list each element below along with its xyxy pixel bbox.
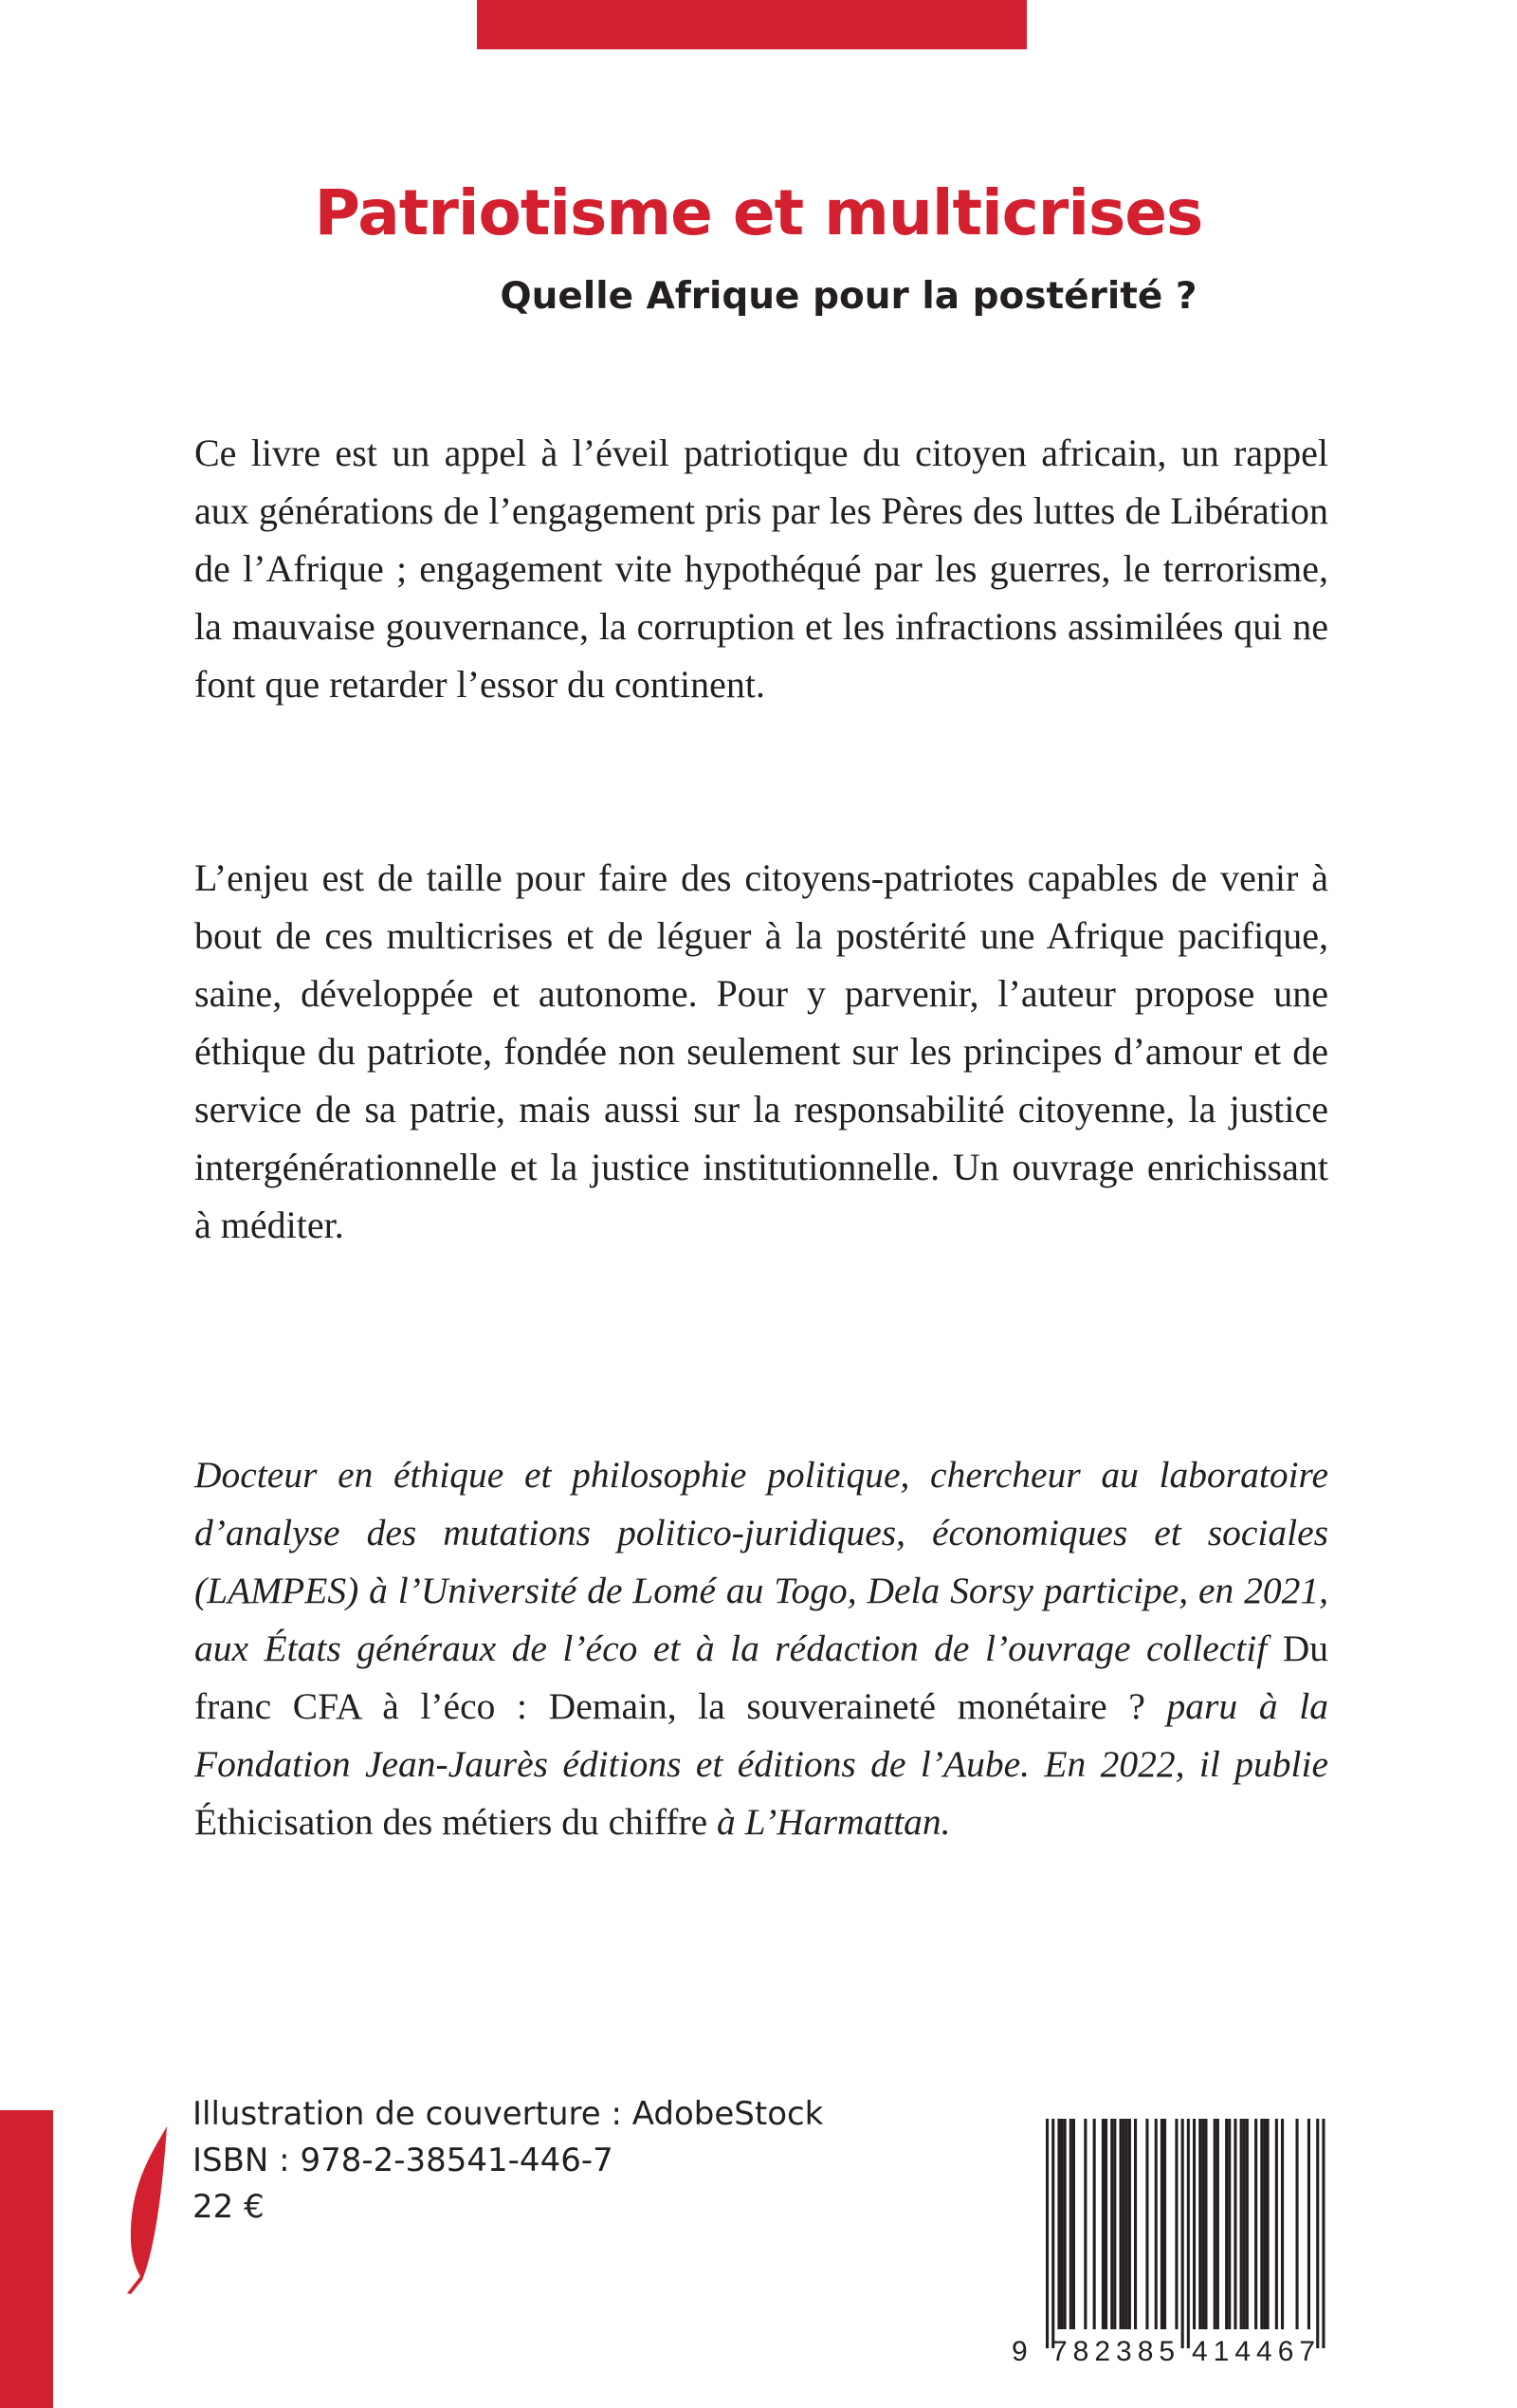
barcode-bar	[1234, 2119, 1236, 2329]
barcode-bar	[1263, 2119, 1266, 2329]
bio-text-1: Docteur en éthique et philosophie politique, chercheur au laboratoire d’analyse des mutations politico-juridiques, économiques et sociales (LAMPES) à l’Université de Lomé au Togo, Dela Sorsy participe, en 2021, aux États généraux de l’éco et à la rédaction de l’ouvrage collectif	[194, 1454, 1328, 1669]
barcode-bar	[1093, 2119, 1096, 2329]
barcode-bar	[1260, 2119, 1263, 2329]
barcode-bar	[1161, 2119, 1163, 2329]
barcode-bar	[1057, 2119, 1060, 2329]
barcode-bar	[1267, 2119, 1270, 2329]
barcode-bar	[1281, 2119, 1284, 2329]
barcode-bar	[1061, 2119, 1064, 2329]
book-title: Patriotisme et multicrises	[314, 176, 1203, 249]
bio-text-3: à L’Harmattan.	[717, 1801, 951, 1843]
barcode-bar	[1134, 2119, 1137, 2329]
barcode-bar	[1246, 2119, 1249, 2329]
bio-book-title-1: Du franc CFA à l’éco : Demain, la souveraineté monétaire ?	[194, 1627, 1328, 1727]
barcode-bar	[1046, 2119, 1049, 2348]
summary-paragraph-2: L’enjeu est de taille pour faire des citoyens-patriotes capables de venir à bout de ces multicrises et de léguer à la postérité une Afrique pacifique, saine, développée et autonome. Pour y parvenir, l’auteur propose une éthique du patriote, fondée non seulement sur les principes d’amour et de service de sa patrie, mais aussi sur la responsabilité citoyenne, la justice intergénérationnelle et la justice institutionnelle. Un ouvrage enrichissant à méditer.	[194, 856, 1328, 1246]
barcode-bar	[1181, 2119, 1184, 2348]
barcode-bar	[1145, 2119, 1148, 2329]
barcode-bar	[1243, 2119, 1246, 2329]
barcode-bar	[1113, 2119, 1116, 2329]
barcode-bar	[1316, 2119, 1319, 2348]
feather-icon	[123, 2124, 171, 2295]
barcode	[1014, 2119, 1326, 2348]
bio-text-2: paru à la Fondation Jean-Jaurès éditions et éditions de l’Aube. En 2022, il publie	[194, 1685, 1328, 1785]
barcode-group-2: 414467	[1192, 2336, 1322, 2367]
barcode-bar	[1105, 2119, 1107, 2329]
barcode-bar	[1084, 2119, 1087, 2329]
barcode-bar	[1125, 2119, 1128, 2329]
barcode-bar	[1051, 2119, 1054, 2348]
barcode-bar	[1322, 2119, 1325, 2348]
barcode-bar	[1225, 2119, 1228, 2329]
barcode-bar	[1110, 2119, 1113, 2329]
barcode-bar	[1069, 2119, 1072, 2329]
barcode-bar	[1102, 2119, 1105, 2329]
barcode-bar	[1128, 2119, 1131, 2329]
barcode-group-1: 782385	[1051, 2336, 1181, 2367]
barcode-bar	[1193, 2119, 1196, 2329]
left-accent-bar	[0, 2110, 53, 2408]
barcode-bar	[1254, 2119, 1257, 2329]
barcode-bar	[1204, 2119, 1207, 2329]
barcode-bar	[1198, 2119, 1201, 2329]
barcode-bar	[1216, 2119, 1219, 2329]
barcode-bar	[1064, 2119, 1067, 2329]
barcode-first-digit: 9	[1012, 2336, 1030, 2367]
author-bio	[194, 1446, 1328, 1851]
illustration-credit: Illustration de couverture : AdobeStock	[192, 2095, 824, 2133]
bio-book-title-2: Éthicisation des métiers du chiffre	[194, 1801, 718, 1843]
barcode-bar	[1175, 2119, 1178, 2329]
barcode-bar	[1072, 2119, 1075, 2329]
book-subtitle: Quelle Afrique pour la postérité ?	[500, 275, 1197, 318]
top-accent-bar	[477, 0, 1027, 49]
price: 22 €	[192, 2188, 265, 2226]
credits-block	[192, 2091, 823, 2231]
barcode-bar	[1163, 2119, 1166, 2329]
summary-paragraph-1: Ce livre est un appel à l’éveil patriotique du citoyen africain, un rappel aux générations de l’engagement pris par les Pères des luttes de Libération de l’Afrique ; engagement vite hypothéqué par les guerres, le terrorisme, la mauvaise gouvernance, la corruption et les infractions assimilées qui ne font que retarder l’essor du continent.	[194, 432, 1328, 706]
barcode-bar	[1123, 2119, 1125, 2329]
barcode-bar	[1228, 2119, 1231, 2329]
barcode-bar	[1240, 2119, 1243, 2329]
isbn: ISBN : 978-2-38541-446-7	[192, 2141, 613, 2179]
barcode-bar	[1187, 2119, 1190, 2348]
barcode-bar	[1120, 2119, 1123, 2329]
barcode-bar	[1307, 2119, 1310, 2329]
barcode-bar	[1214, 2119, 1216, 2329]
barcode-bar	[1155, 2119, 1158, 2329]
barcode-bar	[1201, 2119, 1204, 2329]
barcode-bar	[1275, 2119, 1278, 2329]
barcode-bar	[1296, 2119, 1299, 2329]
